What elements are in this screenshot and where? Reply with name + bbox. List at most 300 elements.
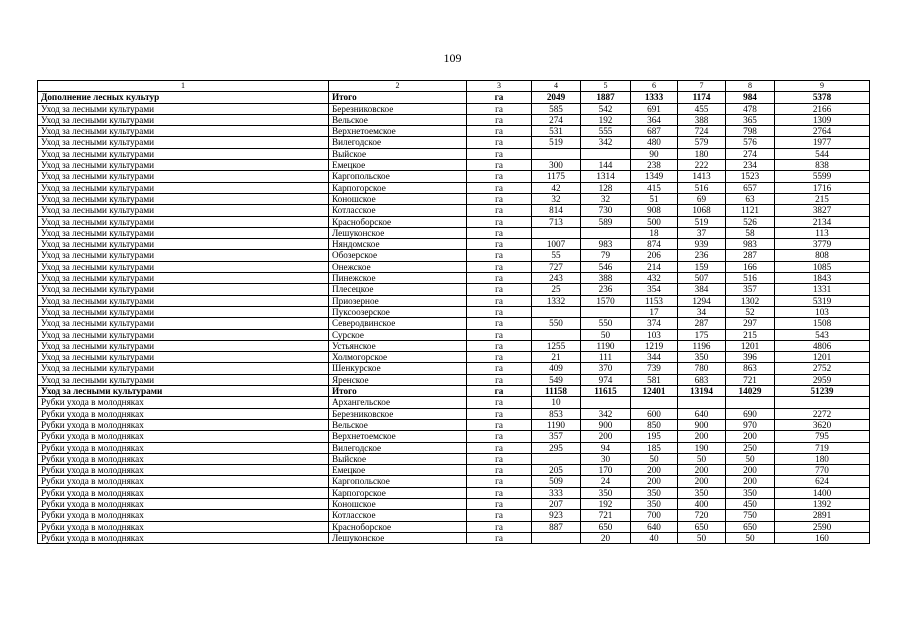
- table-cell: 863: [726, 363, 775, 374]
- table-cell: 1219: [631, 340, 678, 351]
- table-cell: 415: [631, 182, 678, 193]
- table-cell: га: [467, 216, 532, 227]
- table-row: [38, 295, 870, 306]
- table-cell: Няндомское: [329, 239, 467, 250]
- table-cell: 549: [532, 374, 581, 385]
- table-cell: 730: [581, 205, 631, 216]
- table-cell: 1508: [775, 318, 870, 329]
- table-cell: 546: [581, 261, 631, 272]
- table-cell: 1174: [678, 92, 726, 103]
- table-cell: Уход за лесными культурами: [38, 284, 329, 295]
- table-row: [38, 216, 870, 227]
- page-number: 109: [443, 51, 462, 65]
- table-cell: га: [467, 261, 532, 272]
- table-cell: 1068: [678, 205, 726, 216]
- table-cell: 1400: [775, 487, 870, 498]
- table-cell: Березниковское: [329, 408, 467, 419]
- column-number-2: 2: [329, 81, 467, 92]
- table-cell: [532, 306, 581, 317]
- table-cell: 543: [775, 329, 870, 340]
- table-cell: 274: [726, 148, 775, 159]
- table-cell: 691: [631, 103, 678, 114]
- table-cell: Лешуконское: [329, 532, 467, 543]
- table-cell: 1392: [775, 498, 870, 509]
- table-cell: 344: [631, 352, 678, 363]
- table-cell: 113: [775, 227, 870, 238]
- table-cell: 205: [532, 465, 581, 476]
- table-cell: 1201: [775, 352, 870, 363]
- table-cell: 200: [726, 465, 775, 476]
- table-cell: 357: [726, 284, 775, 295]
- table-cell: 1977: [775, 137, 870, 148]
- table-cell: 4806: [775, 340, 870, 351]
- table-cell: [631, 397, 678, 408]
- table-cell: 5599: [775, 171, 870, 182]
- table-cell: [532, 329, 581, 340]
- table-cell: Каргопольское: [329, 171, 467, 182]
- table-cell: 1201: [726, 340, 775, 351]
- table-cell: 25: [532, 284, 581, 295]
- table-cell: Рубки ухода в молодняках: [38, 408, 329, 419]
- table-cell: Уход за лесными культурами: [38, 239, 329, 250]
- table-cell: 236: [678, 250, 726, 261]
- table-cell: 519: [532, 137, 581, 148]
- table-cell: Котласское: [329, 510, 467, 521]
- table-cell: Верхнетоемское: [329, 126, 467, 137]
- table-row: [38, 193, 870, 204]
- table-cell: Уход за лесными культурами: [38, 306, 329, 317]
- table-cell: Сурское: [329, 329, 467, 340]
- table-cell: 531: [532, 126, 581, 137]
- table-cell: 69: [678, 193, 726, 204]
- table-cell: 900: [678, 419, 726, 430]
- table-cell: Рубки ухода в молодняках: [38, 487, 329, 498]
- table-cell: 58: [726, 227, 775, 238]
- table-cell: Яренское: [329, 374, 467, 385]
- table-cell: 200: [678, 465, 726, 476]
- table-cell: 1331: [775, 284, 870, 295]
- table-cell: 42: [532, 182, 581, 193]
- table-cell: Верхнетоемское: [329, 431, 467, 442]
- table-cell: Уход за лесными культурами: [38, 340, 329, 351]
- table-cell: Уход за лесными культурами: [38, 261, 329, 272]
- table-cell: 814: [532, 205, 581, 216]
- table-cell: га: [467, 510, 532, 521]
- table-cell: Уход за лесными культурами: [38, 205, 329, 216]
- table-cell: 713: [532, 216, 581, 227]
- table-cell: 2752: [775, 363, 870, 374]
- table-cell: Рубки ухода в молодняках: [38, 397, 329, 408]
- table-cell: 52: [726, 306, 775, 317]
- table-row: [38, 250, 870, 261]
- table-cell: 640: [631, 521, 678, 532]
- table-cell: 274: [532, 114, 581, 125]
- table-cell: Уход за лесными культурами: [38, 363, 329, 374]
- table-cell: 374: [631, 318, 678, 329]
- table-cell: [532, 453, 581, 464]
- table-cell: га: [467, 318, 532, 329]
- table-cell: Уход за лесными культурами: [38, 182, 329, 193]
- table-cell: 295: [532, 442, 581, 453]
- table-cell: Коношское: [329, 498, 467, 509]
- table-cell: 480: [631, 137, 678, 148]
- table-cell: га: [467, 182, 532, 193]
- table-cell: Вилегодское: [329, 442, 467, 453]
- table-cell: Уход за лесными культурами: [38, 148, 329, 159]
- table-cell: 770: [775, 465, 870, 476]
- table-cell: 719: [775, 442, 870, 453]
- table-cell: га: [467, 374, 532, 385]
- table-row: [38, 465, 870, 476]
- table-cell: га: [467, 476, 532, 487]
- table-cell: 34: [678, 306, 726, 317]
- table-cell: 507: [678, 273, 726, 284]
- table-cell: 1843: [775, 273, 870, 284]
- table-cell: 160: [775, 532, 870, 543]
- table-cell: 1121: [726, 205, 775, 216]
- table-cell: 455: [678, 103, 726, 114]
- table-cell: Рубки ухода в молодняках: [38, 431, 329, 442]
- table-cell: 94: [581, 442, 631, 453]
- table-row: [38, 397, 870, 408]
- table-cell: Рубки ухода в молодняках: [38, 419, 329, 430]
- table-cell: 1314: [581, 171, 631, 182]
- table-cell: 30: [581, 453, 631, 464]
- table-cell: га: [467, 419, 532, 430]
- table-cell: 2166: [775, 103, 870, 114]
- table-cell: Уход за лесными культурами: [38, 171, 329, 182]
- table-cell: 214: [631, 261, 678, 272]
- table-cell: га: [467, 329, 532, 340]
- column-number-9: 9: [775, 81, 870, 92]
- table-cell: га: [467, 521, 532, 532]
- table-cell: 250: [726, 442, 775, 453]
- table-cell: 519: [678, 216, 726, 227]
- table-row: [38, 340, 870, 351]
- table-cell: га: [467, 171, 532, 182]
- table-cell: 180: [775, 453, 870, 464]
- table-cell: 287: [726, 250, 775, 261]
- table-cell: Котласское: [329, 205, 467, 216]
- table-cell: 850: [631, 419, 678, 430]
- column-number-8: 8: [726, 81, 775, 92]
- table-row: [38, 182, 870, 193]
- table-cell: 166: [726, 261, 775, 272]
- table-row: [38, 374, 870, 385]
- table-cell: Вилегодское: [329, 137, 467, 148]
- table-cell: га: [467, 193, 532, 204]
- table-total-row: [38, 92, 870, 103]
- table-cell: 50: [726, 532, 775, 543]
- table-cell: га: [467, 92, 532, 103]
- table-cell: га: [467, 453, 532, 464]
- table-cell: Обозерское: [329, 250, 467, 261]
- table-cell: 450: [726, 498, 775, 509]
- table-cell: 983: [581, 239, 631, 250]
- table-cell: 1332: [532, 295, 581, 306]
- table-cell: 215: [726, 329, 775, 340]
- table-cell: 1309: [775, 114, 870, 125]
- table-cell: 365: [726, 114, 775, 125]
- table-cell: 739: [631, 363, 678, 374]
- table-cell: 589: [581, 216, 631, 227]
- table-cell: 175: [678, 329, 726, 340]
- table-cell: 550: [532, 318, 581, 329]
- table-cell: 808: [775, 250, 870, 261]
- column-number-6: 6: [631, 81, 678, 92]
- table-cell: 874: [631, 239, 678, 250]
- table-cell: 478: [726, 103, 775, 114]
- table-cell: 14029: [726, 386, 775, 397]
- table-cell: 1294: [678, 295, 726, 306]
- table-cell: 983: [726, 239, 775, 250]
- table-cell: Холмогорское: [329, 352, 467, 363]
- table-cell: га: [467, 363, 532, 374]
- table-cell: 650: [678, 521, 726, 532]
- table-cell: 1333: [631, 92, 678, 103]
- table-cell: Рубки ухода в молодняках: [38, 521, 329, 532]
- table-row: [38, 498, 870, 509]
- table-row: [38, 363, 870, 374]
- table-cell: 90: [631, 148, 678, 159]
- table-cell: 1523: [726, 171, 775, 182]
- table-cell: [775, 397, 870, 408]
- table-cell: Итого: [329, 92, 467, 103]
- table-cell: 1413: [678, 171, 726, 182]
- table-row: [38, 171, 870, 182]
- table-cell: га: [467, 340, 532, 351]
- table-cell: 342: [581, 137, 631, 148]
- table-cell: га: [467, 408, 532, 419]
- table-cell: 657: [726, 182, 775, 193]
- table-cell: 159: [678, 261, 726, 272]
- table-cell: 111: [581, 352, 631, 363]
- table-cell: [532, 148, 581, 159]
- table-cell: 370: [581, 363, 631, 374]
- table-row: [38, 408, 870, 419]
- table-cell: Лешуконское: [329, 227, 467, 238]
- table-cell: Уход за лесными культурами: [38, 352, 329, 363]
- table-cell: 5319: [775, 295, 870, 306]
- table-cell: 200: [581, 431, 631, 442]
- table-cell: Уход за лесными культурами: [38, 103, 329, 114]
- table-cell: 24: [581, 476, 631, 487]
- table-cell: 364: [631, 114, 678, 125]
- table-cell: 2891: [775, 510, 870, 521]
- table-cell: 350: [581, 487, 631, 498]
- table-cell: 542: [581, 103, 631, 114]
- table-cell: Итого: [329, 386, 467, 397]
- table-cell: [581, 397, 631, 408]
- table-cell: 939: [678, 239, 726, 250]
- table-cell: Уход за лесными культурами: [38, 193, 329, 204]
- table-cell: 5378: [775, 92, 870, 103]
- table-cell: 180: [678, 148, 726, 159]
- table-cell: Устьянское: [329, 340, 467, 351]
- table-cell: 2134: [775, 216, 870, 227]
- table-cell: га: [467, 160, 532, 171]
- table-cell: Рубки ухода в молодняках: [38, 498, 329, 509]
- table-cell: [726, 397, 775, 408]
- table-cell: 750: [726, 510, 775, 521]
- table-cell: га: [467, 137, 532, 148]
- table-cell: 20: [581, 532, 631, 543]
- table-cell: Выйское: [329, 148, 467, 159]
- table-row: [38, 532, 870, 543]
- table-cell: 12401: [631, 386, 678, 397]
- table-cell: Уход за лесными культурами: [38, 227, 329, 238]
- table-cell: 720: [678, 510, 726, 521]
- table-cell: 170: [581, 465, 631, 476]
- table-row: [38, 329, 870, 340]
- table-cell: 63: [726, 193, 775, 204]
- table-cell: га: [467, 250, 532, 261]
- table-row: [38, 227, 870, 238]
- table-cell: 103: [631, 329, 678, 340]
- table-cell: 974: [581, 374, 631, 385]
- column-number-7: 7: [678, 81, 726, 92]
- table-row: [38, 160, 870, 171]
- table-cell: 1153: [631, 295, 678, 306]
- table-row: [38, 521, 870, 532]
- table-cell: 1302: [726, 295, 775, 306]
- table-cell: 10: [532, 397, 581, 408]
- table-cell: 727: [532, 261, 581, 272]
- table-cell: 908: [631, 205, 678, 216]
- table-cell: 200: [726, 431, 775, 442]
- table-cell: Уход за лесными культурами: [38, 216, 329, 227]
- table-cell: Плесецкое: [329, 284, 467, 295]
- table-cell: 51: [631, 193, 678, 204]
- table-cell: 103: [775, 306, 870, 317]
- table-cell: 50: [631, 453, 678, 464]
- table-cell: 388: [678, 114, 726, 125]
- table-cell: Уход за лесными культурами: [38, 374, 329, 385]
- table-cell: 1255: [532, 340, 581, 351]
- table-cell: Емецкое: [329, 160, 467, 171]
- table-cell: 984: [726, 92, 775, 103]
- table-cell: 640: [678, 408, 726, 419]
- table-cell: 516: [726, 273, 775, 284]
- table-cell: 18: [631, 227, 678, 238]
- table-cell: 236: [581, 284, 631, 295]
- table-row: [38, 442, 870, 453]
- table-cell: Рубки ухода в молодняках: [38, 510, 329, 521]
- table-cell: 17: [631, 306, 678, 317]
- table-cell: [581, 227, 631, 238]
- table-cell: Рубки ухода в молодняках: [38, 442, 329, 453]
- table-row: [38, 239, 870, 250]
- table-cell: 900: [581, 419, 631, 430]
- table-cell: 724: [678, 126, 726, 137]
- table-cell: Дополнение лесных культур: [38, 92, 329, 103]
- table-row: [38, 205, 870, 216]
- table-cell: 780: [678, 363, 726, 374]
- table-cell: Выйское: [329, 453, 467, 464]
- table-cell: 1085: [775, 261, 870, 272]
- table-cell: 544: [775, 148, 870, 159]
- table-row: [38, 487, 870, 498]
- table-header-row: [38, 81, 870, 92]
- table-cell: Уход за лесными культурами: [38, 295, 329, 306]
- table-cell: Уход за лесными культурами: [38, 126, 329, 137]
- table-cell: Приозерное: [329, 295, 467, 306]
- table-cell: 40: [631, 532, 678, 543]
- table-cell: 192: [581, 114, 631, 125]
- table-cell: га: [467, 239, 532, 250]
- table-cell: 206: [631, 250, 678, 261]
- table-row: [38, 318, 870, 329]
- table-cell: 3827: [775, 205, 870, 216]
- table-cell: Рубки ухода в молодняках: [38, 465, 329, 476]
- table-cell: 579: [678, 137, 726, 148]
- table-cell: 357: [532, 431, 581, 442]
- table-cell: Рубки ухода в молодняках: [38, 476, 329, 487]
- table-cell: 1190: [581, 340, 631, 351]
- table-cell: Уход за лесными культурами: [38, 250, 329, 261]
- table-cell: 432: [631, 273, 678, 284]
- table-cell: га: [467, 295, 532, 306]
- table-cell: 600: [631, 408, 678, 419]
- table-cell: 207: [532, 498, 581, 509]
- table-cell: 185: [631, 442, 678, 453]
- table-cell: га: [467, 431, 532, 442]
- table-cell: га: [467, 103, 532, 114]
- table-cell: 555: [581, 126, 631, 137]
- table-cell: Красноборское: [329, 216, 467, 227]
- table-cell: 400: [678, 498, 726, 509]
- table-row: [38, 137, 870, 148]
- table-cell: Карпогорское: [329, 487, 467, 498]
- table-row: [38, 306, 870, 317]
- table-cell: 215: [775, 193, 870, 204]
- table-cell: 350: [678, 487, 726, 498]
- table-cell: 970: [726, 419, 775, 430]
- table-cell: 853: [532, 408, 581, 419]
- table-cell: 2959: [775, 374, 870, 385]
- table-cell: Пуксоозерское: [329, 306, 467, 317]
- table-cell: га: [467, 386, 532, 397]
- table-cell: 687: [631, 126, 678, 137]
- table-cell: 342: [581, 408, 631, 419]
- table-cell: 509: [532, 476, 581, 487]
- table-cell: 388: [581, 273, 631, 284]
- table-cell: га: [467, 284, 532, 295]
- table-cell: га: [467, 227, 532, 238]
- table-cell: 795: [775, 431, 870, 442]
- table-cell: 585: [532, 103, 581, 114]
- table-row: [38, 453, 870, 464]
- table-cell: 79: [581, 250, 631, 261]
- table-cell: 200: [678, 476, 726, 487]
- table-cell: 21: [532, 352, 581, 363]
- table-cell: 128: [581, 182, 631, 193]
- table-cell: 195: [631, 431, 678, 442]
- table-cell: 190: [678, 442, 726, 453]
- table-cell: 50: [678, 532, 726, 543]
- table-cell: 516: [678, 182, 726, 193]
- table-cell: 581: [631, 374, 678, 385]
- table-cell: га: [467, 306, 532, 317]
- table-cell: 690: [726, 408, 775, 419]
- table-cell: 144: [581, 160, 631, 171]
- table-cell: га: [467, 114, 532, 125]
- table-row: [38, 284, 870, 295]
- table-cell: 1349: [631, 171, 678, 182]
- table-cell: 287: [678, 318, 726, 329]
- table-cell: 2049: [532, 92, 581, 103]
- table-cell: 500: [631, 216, 678, 227]
